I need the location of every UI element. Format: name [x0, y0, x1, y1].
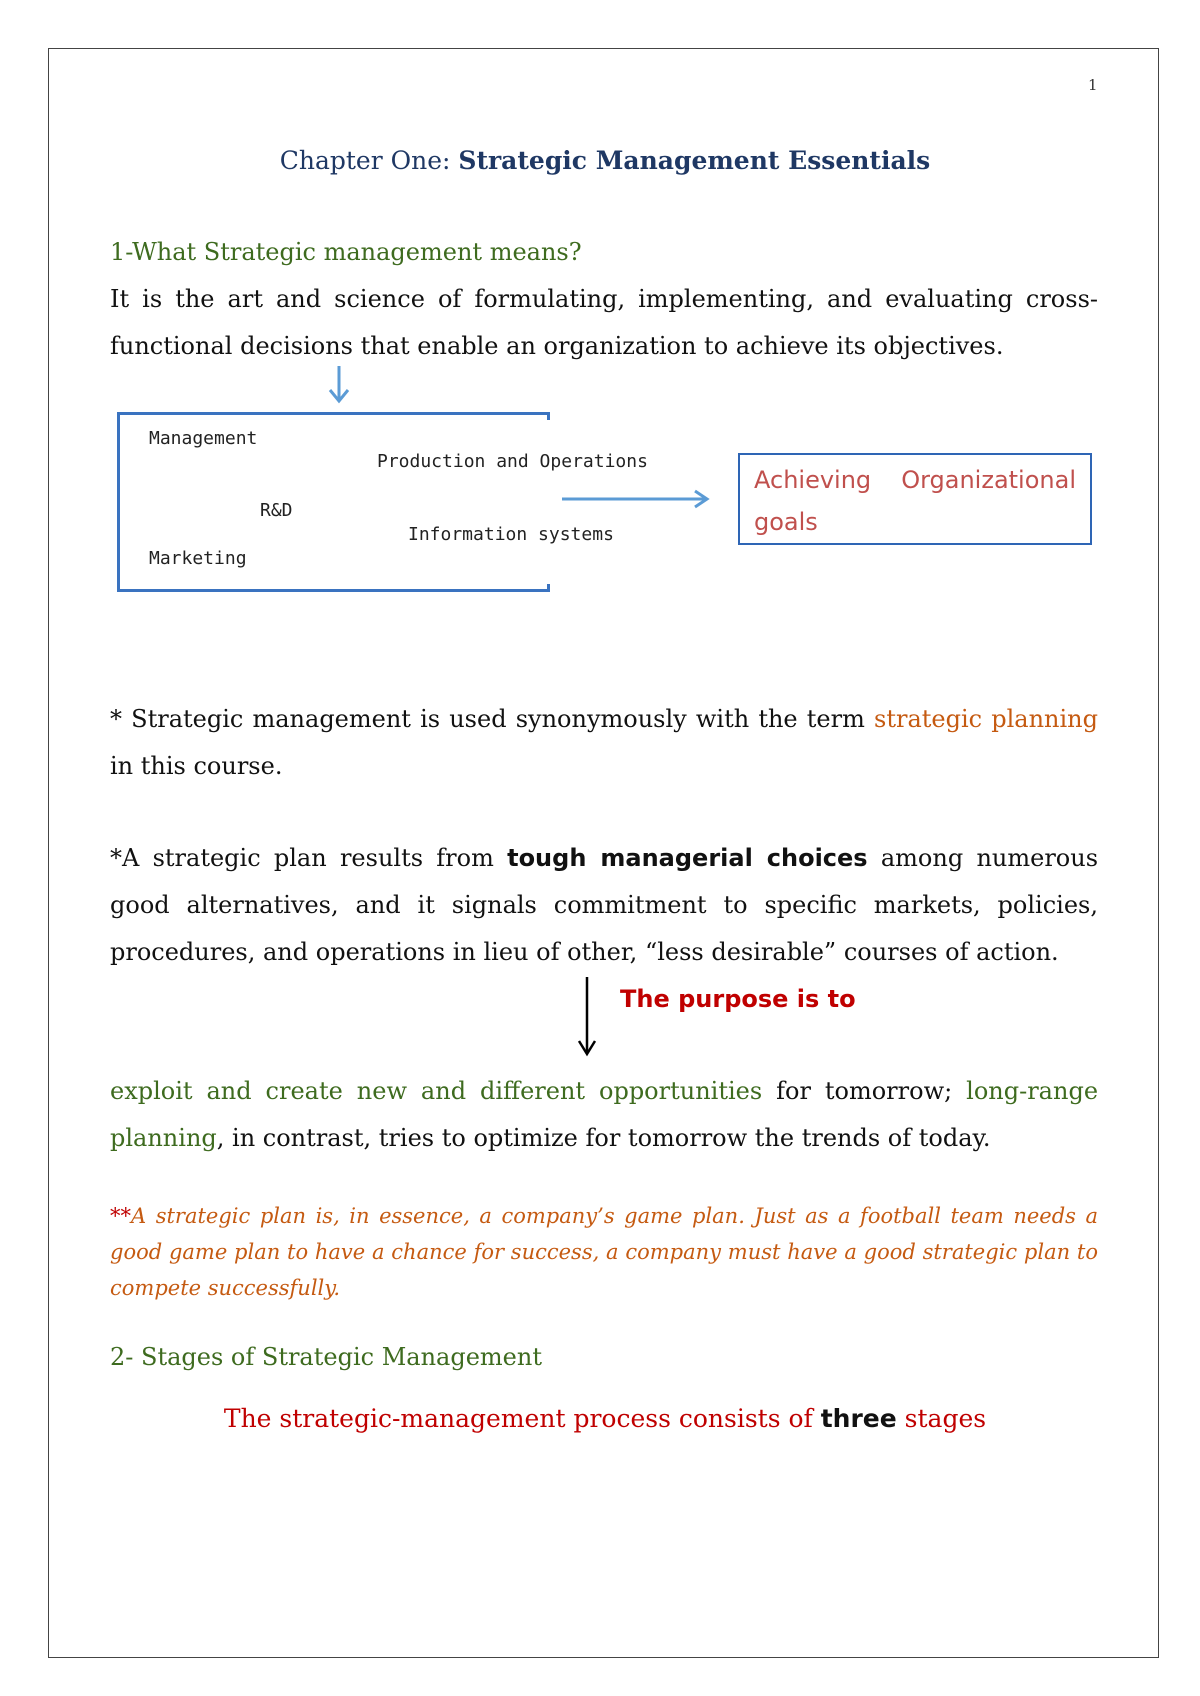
box-corner-top	[547, 412, 550, 420]
strategic-plan-paragraph	[110, 835, 1098, 976]
long-range-planning-term: long-range planning	[110, 1077, 1099, 1152]
right-arrow-icon	[562, 491, 707, 507]
chapter-title-prefix: Chapter One:	[279, 146, 459, 175]
exploit-paragraph	[110, 1068, 1098, 1162]
page-number: 1	[1088, 76, 1098, 94]
plan-post: among numerous good alternatives, and it signals commitment to specific markets, policies, procedures, and operations in lieu of other, “less desirable” courses of action.	[110, 844, 1099, 966]
function-management: Management	[149, 428, 258, 449]
exploit-green: exploit and create new and different opportunities	[110, 1077, 763, 1105]
synonym-paragraph	[110, 696, 1098, 790]
definition-paragraph: It is the art and science of formulating, implementing, and evaluating cross-functional decisions that enable an organization to achieve its objectives.	[110, 285, 1098, 360]
section1-heading: 1-What Strategic management means?	[110, 238, 582, 266]
goal-text: Achieving Organizational goals	[754, 466, 1076, 536]
down-arrow-icon	[330, 366, 348, 401]
goal-box	[738, 453, 1092, 545]
process-post: stages	[896, 1404, 987, 1433]
function-production-operations: Production and Operations	[377, 451, 648, 472]
game-plan-stars: **	[110, 1204, 131, 1228]
game-plan-note	[110, 1198, 1098, 1306]
function-marketing: Marketing	[149, 548, 247, 569]
strategic-planning-term: strategic planning	[874, 705, 1098, 733]
process-three: three	[820, 1404, 897, 1433]
function-rnd: R&D	[260, 500, 293, 521]
plan-bold: tough managerial choices	[507, 844, 868, 872]
function-information-systems: Information systems	[408, 524, 614, 545]
section2-heading: 2- Stages of Strategic Management	[110, 1343, 542, 1371]
process-stages-line	[0, 1404, 1200, 1433]
game-plan-text: A strategic plan is, in essence, a company’s game plan. Just as a football team needs a good game plan to have a chance for success, a company must have a good strategic plan to compete successfully.	[110, 1204, 1098, 1300]
plan-pre: *A strategic plan results from	[110, 844, 508, 872]
exploit-post: , in contrast, tries to optimize for tomorrow the trends of today.	[216, 1124, 991, 1152]
synonym-post: in this course.	[110, 752, 283, 780]
purpose-down-arrow-icon	[579, 977, 595, 1054]
chapter-title-main: Strategic Management Essentials	[458, 146, 931, 175]
exploit-mid: for tomorrow;	[762, 1077, 967, 1105]
purpose-label: The purpose is to	[620, 985, 856, 1013]
box-corner-bottom	[547, 584, 550, 592]
synonym-pre: * Strategic management is used synonymously with the term	[110, 705, 875, 733]
process-pre: The strategic-management process consists of	[223, 1404, 821, 1433]
